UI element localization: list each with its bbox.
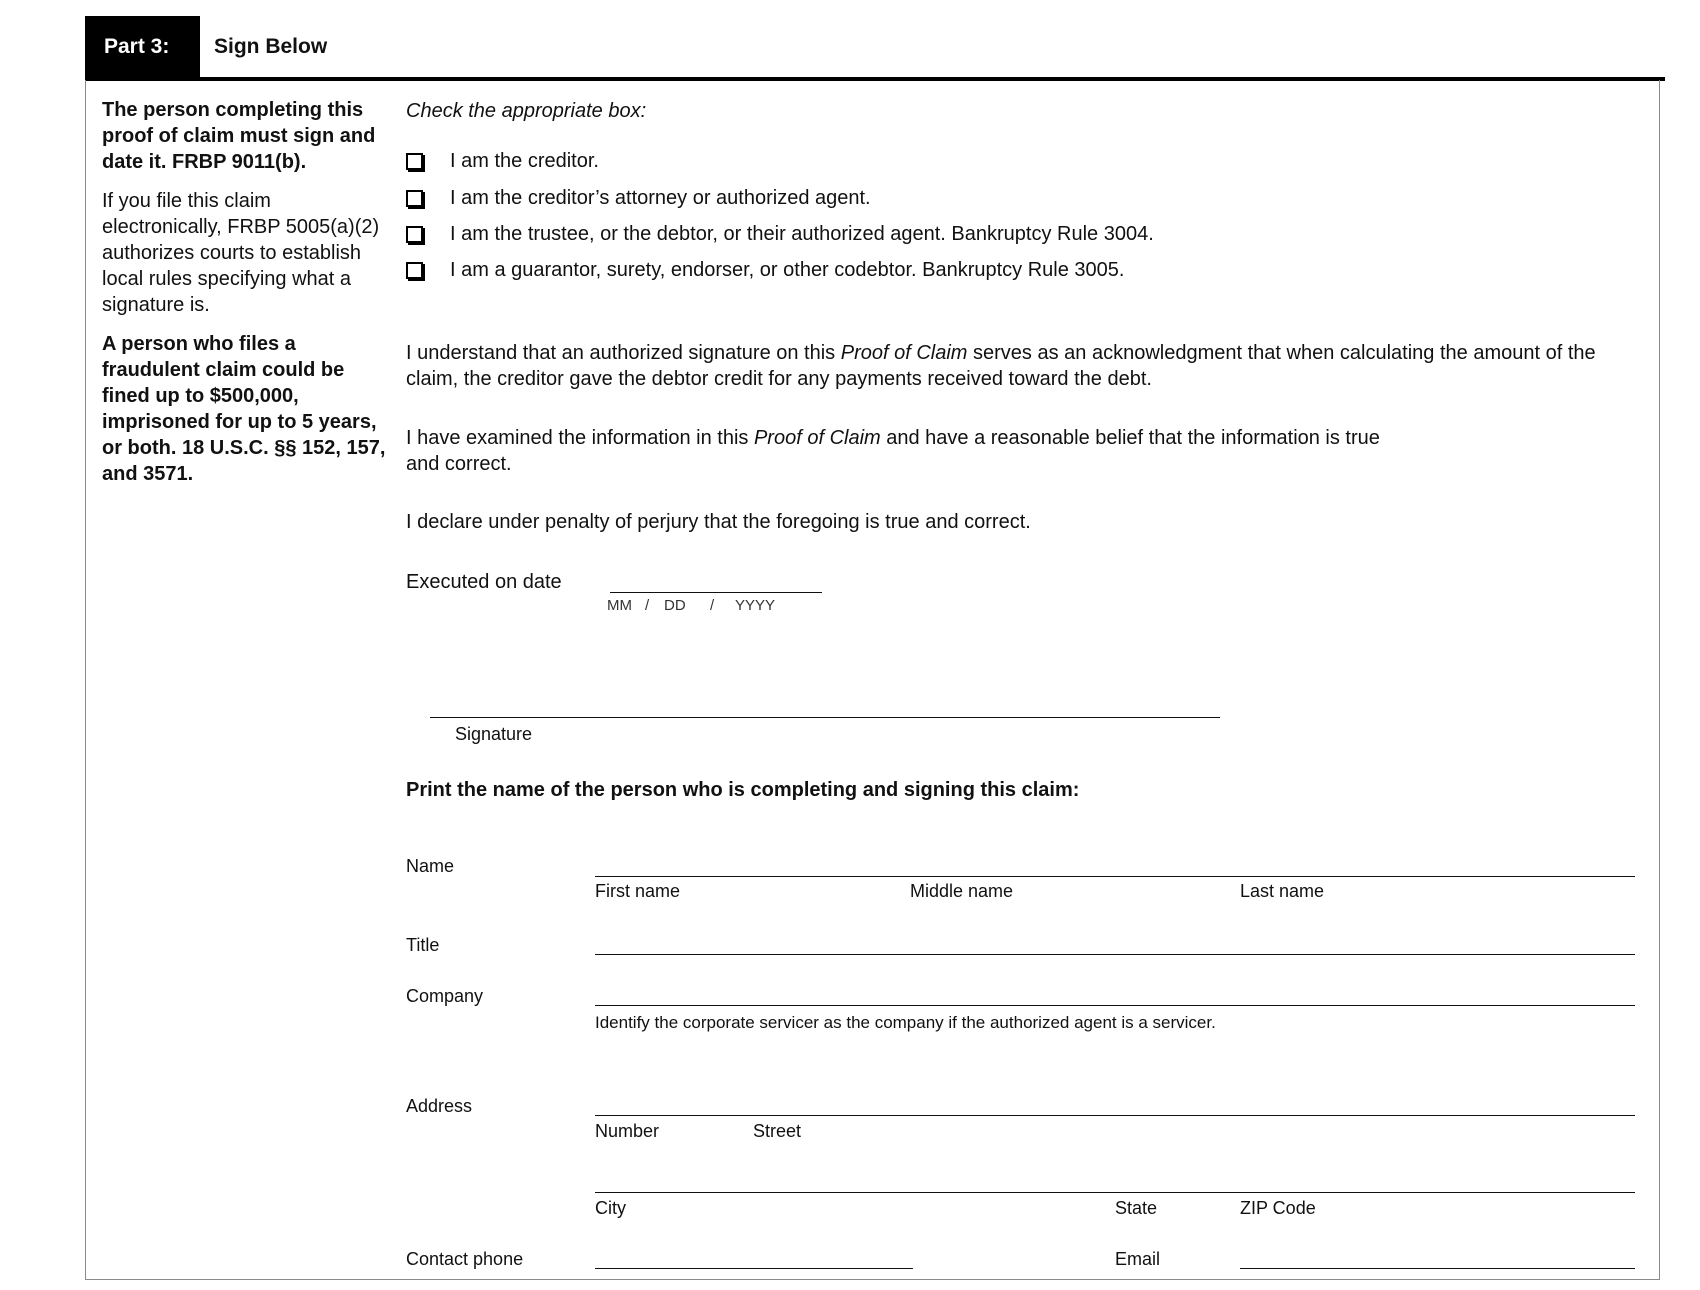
email-input[interactable] <box>1240 1268 1635 1269</box>
checkbox[interactable] <box>406 190 423 207</box>
option-creditor[interactable] <box>406 150 599 173</box>
sign-requirement-note: The person completing this proof of claim must sign and date it. FRBP 9011(b). <box>102 99 376 173</box>
option-guarantor[interactable] <box>406 259 1124 282</box>
date-sep-2: / <box>710 597 715 614</box>
middle-name-hint: Middle name <box>910 881 1014 901</box>
executed-date-label: Executed on date <box>406 571 562 593</box>
option-label: I am the trustee, or the debtor, or their authorized agent. Bankruptcy Rule 3004. <box>450 223 1154 245</box>
contact-phone-label: Contact phone <box>406 1249 524 1269</box>
first-name-hint: First name <box>595 881 681 901</box>
company-label: Company <box>406 986 484 1006</box>
electronic-filing-note: If you file this claim electronically, FRBP 5005(a)(2) authorizes courts to establish local rules specifying what a signature is. <box>102 190 380 316</box>
name-label: Name <box>406 856 455 876</box>
email-label: Email <box>1115 1249 1161 1269</box>
city-hint: City <box>595 1198 626 1218</box>
date-sep-1: / <box>645 597 650 614</box>
option-label: I am a guarantor, surety, endorser, or other codebtor. Bankruptcy Rule 3005. <box>450 259 1125 281</box>
name-input[interactable] <box>595 876 1635 877</box>
street-hint: Street <box>753 1121 802 1141</box>
contact-phone-input[interactable] <box>595 1268 913 1269</box>
state-hint: State <box>1115 1198 1158 1218</box>
date-mm-hint: MM <box>607 597 632 614</box>
option-label: I am the creditor. <box>450 150 599 172</box>
address-label: Address <box>406 1096 473 1116</box>
last-name-hint: Last name <box>1240 881 1325 901</box>
signature-input[interactable] <box>430 717 1220 718</box>
checkbox[interactable] <box>406 153 423 170</box>
part-label: Part 3: <box>85 16 200 78</box>
company-input[interactable] <box>595 1005 1635 1006</box>
checkbox[interactable] <box>406 262 423 279</box>
examined-statement: I have examined the information in this Proof of Claim and have a reasonable belief that the information is true and correct. <box>406 427 1380 475</box>
part-title: Sign Below <box>214 35 328 58</box>
acknowledgment-statement: I understand that an authorized signature on this Proof of Claim serves as an acknowledgment that when calculating the amount of the claim, the creditor gave the debtor credit for any payments received toward the debt. <box>406 342 1596 390</box>
number-hint: Number <box>595 1121 660 1141</box>
fraud-warning-note: A person who files a fraudulent claim could be fined up to $500,000, imprisoned for up to 5 years, or both. 18 U.S.C. §§ 152, 157, and 3571. <box>102 333 386 485</box>
signature-label: Signature <box>455 724 533 744</box>
company-note: Identify the corporate servicer as the company if the authorized agent is a servicer. <box>595 1013 1216 1032</box>
sidebar-instructions <box>102 97 392 500</box>
option-trustee-debtor[interactable] <box>406 223 1154 246</box>
executed-date-input[interactable] <box>610 592 822 593</box>
option-attorney-agent[interactable] <box>406 187 871 210</box>
zip-hint: ZIP Code <box>1240 1198 1316 1218</box>
print-name-heading: Print the name of the person who is completing and signing this claim: <box>406 779 1080 801</box>
perjury-declaration: I declare under penalty of perjury that the foregoing is true and correct. <box>406 511 1031 533</box>
date-dd-hint: DD <box>664 597 686 614</box>
street-address-input[interactable] <box>595 1115 1635 1116</box>
title-label: Title <box>406 935 440 955</box>
date-yyyy-hint: YYYY <box>735 597 776 614</box>
checkbox[interactable] <box>406 226 423 243</box>
check-prompt: Check the appropriate box: <box>406 100 647 122</box>
option-label: I am the creditor’s attorney or authorized agent. <box>450 187 871 209</box>
city-state-zip-input[interactable] <box>595 1192 1635 1193</box>
title-input[interactable] <box>595 954 1635 955</box>
